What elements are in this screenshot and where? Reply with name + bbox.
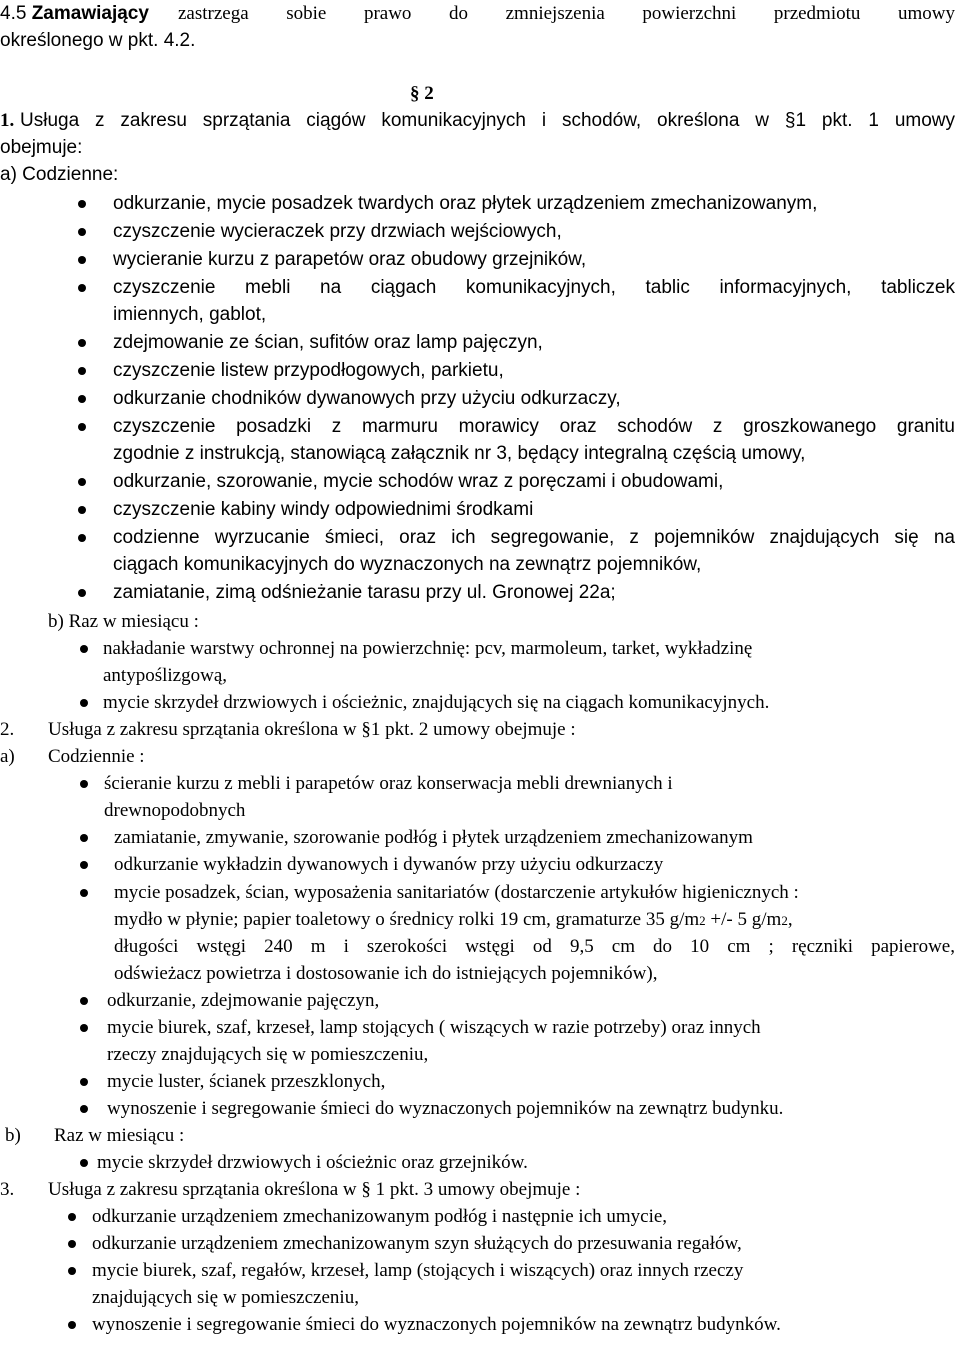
list-item: zamiatanie, zmywanie, szorowanie podłóg i płytek urządzeniem zmechanizowanym xyxy=(114,827,753,848)
section-heading: § 2 xyxy=(410,83,434,104)
list-item: zdejmowanie ze ścian, sufitów oraz lamp pajęczyn, xyxy=(113,332,543,353)
item-2-b-letter: b) xyxy=(5,1125,21,1146)
item-2-a-text: Codziennie : xyxy=(48,746,145,767)
list-item: mycie luster, ścianek przeszklonych, xyxy=(107,1071,386,1092)
list-item: mycie skrzydeł drzwiowych i ościeżnic, znajdujących się na ciągach komunikacyjnych. xyxy=(103,692,770,713)
bullet-icon xyxy=(80,861,88,869)
list-item: czyszczenie listew przypodłogowych, parkietu, xyxy=(113,360,504,381)
item-3-number: 3. xyxy=(0,1179,15,1200)
list-item: odkurzanie chodników dywanowych przy użyciu odkurzaczy, xyxy=(113,388,621,409)
clause-party: Zamawiający xyxy=(31,3,149,24)
bullet-icon xyxy=(80,645,88,653)
list-item-cont: imiennych, gablot, xyxy=(113,304,267,325)
bullet-icon xyxy=(78,534,86,542)
item-2-intro: Usługa z zakresu sprzątania określona w §1 pkt. 2 umowy obejmuje : xyxy=(48,719,576,740)
bullet-icon xyxy=(80,1159,88,1167)
bullet-icon xyxy=(78,256,86,264)
list-item-cont: drewnopodobnych xyxy=(104,800,246,821)
item-1-intro-cont: obejmuje: xyxy=(0,137,83,158)
list-item: zamiatanie, zimą odśnieżanie tarasu przy ul. Gronowej 22a; xyxy=(113,582,616,603)
list-item: wynoszenie i segregowanie śmieci do wyznaczonych pojemników na zewnątrz budynków. xyxy=(92,1314,781,1335)
bullet-icon xyxy=(78,200,86,208)
clause-4-5-text: zastrzega sobie prawo do zmniejszenia powierzchni przedmiotu umowy xyxy=(178,3,955,24)
list-item: czyszczenie wycieraczek przy drzwiach wejściowych, xyxy=(113,221,562,242)
list-item: czyszczenie mebli na ciągach komunikacyjnych, tablic informacyjnych, tabliczek xyxy=(113,277,955,298)
clause-4-5-line2: określonego w pkt. 4.2. xyxy=(0,30,196,51)
item-2-b-text: Raz w miesiącu : xyxy=(54,1125,185,1146)
bullet-icon xyxy=(80,780,88,788)
list-item: czyszczenie posadzki z marmuru morawicy oraz schodów z groszkowanego granitu xyxy=(113,416,955,437)
list-item: odkurzanie, zdejmowanie pajęczyn, xyxy=(107,990,380,1011)
list-item-cont: odświeżacz powietrza i dostosowanie ich do istniejących pojemników), xyxy=(114,963,658,984)
list-item: ścieranie kurzu z mebli i parapetów oraz konserwacja mebli drewnianych i xyxy=(104,773,673,794)
bullet-icon xyxy=(80,889,88,897)
bullet-icon xyxy=(80,699,88,707)
list-item: nakładanie warstwy ochronnej na powierzchnię: pcv, marmoleum, tarket, wykładzinę xyxy=(103,638,753,659)
bullet-icon xyxy=(68,1267,76,1275)
list-item-cont: ciągach komunikacyjnych do wyznaczonych na zewnątrz pojemników, xyxy=(113,554,702,575)
list-item: codzienne wyrzucanie śmieci, oraz ich segregowanie, z pojemników znajdujących się na xyxy=(113,527,955,548)
list-item-cont: mydło w płynie; papier toaletowy o średnicy rolki 19 cm, gramaturze 35 g/m2 +/- 5 g/m2, xyxy=(114,909,793,930)
bullet-icon xyxy=(80,1105,88,1113)
list-item-cont: rzeczy znajdujących się w pomieszczeniu, xyxy=(107,1044,429,1065)
list-item: wynoszenie i segregowanie śmieci do wyznaczonych pojemników na zewnątrz budynku. xyxy=(107,1098,784,1119)
bullet-icon xyxy=(68,1213,76,1221)
bullet-icon xyxy=(78,339,86,347)
list-item-cont: znajdujących się w pomieszczeniu, xyxy=(92,1287,359,1308)
item-1-a-label: a) Codzienne: xyxy=(0,164,119,185)
list-item: mycie biurek, szaf, regałów, krzeseł, lamp (stojących i wiszących) oraz innych rzeczy xyxy=(92,1260,744,1281)
item-1-intro: Usługa z zakresu sprzątania ciągów komunikacyjnych i schodów, określona w §1 pkt. 1 umowy xyxy=(20,110,955,131)
list-item: wycieranie kurzu z parapetów oraz obudowy grzejników, xyxy=(113,249,587,270)
clause-number: 4.5 xyxy=(0,3,27,24)
list-item: mycie biurek, szaf, krzeseł, lamp stojących ( wiszących w razie potrzeby) oraz innych xyxy=(107,1017,761,1038)
bullet-icon xyxy=(78,228,86,236)
list-item-cont: antypoślizgową, xyxy=(103,665,228,686)
bullet-icon xyxy=(80,1024,88,1032)
list-item: odkurzanie urządzeniem zmechanizowanym szyn służących do przesuwania regałów, xyxy=(92,1233,742,1254)
bullet-icon xyxy=(80,1078,88,1086)
list-item: czyszczenie kabiny windy odpowiednimi środkami xyxy=(113,499,534,520)
bullet-icon xyxy=(68,1321,76,1329)
item-2-a-letter: a) xyxy=(0,746,15,767)
bullet-icon xyxy=(78,367,86,375)
bullet-icon xyxy=(80,834,88,842)
list-item: odkurzanie, mycie posadzek twardych oraz płytek urządzeniem zmechanizowanym, xyxy=(113,193,818,214)
bullet-icon xyxy=(68,1240,76,1248)
bullet-icon xyxy=(78,395,86,403)
bullet-icon xyxy=(78,506,86,514)
list-item-cont: długości wstęgi 240 m i szerokości wstęgi od 9,5 cm do 10 cm ; ręczniki papierowe, xyxy=(114,936,955,957)
item-1-number: 1. xyxy=(0,110,15,131)
list-item: odkurzanie wykładzin dywanowych i dywanów przy użyciu odkurzaczy xyxy=(114,854,664,875)
list-item: odkurzanie urządzeniem zmechanizowanym podłóg i następnie ich umycie, xyxy=(92,1206,668,1227)
item-2-number: 2. xyxy=(0,719,15,740)
list-item-cont: zgodnie z instrukcją, stanowiącą załącznik nr 3, będący integralną częścią umowy, xyxy=(113,443,806,464)
bullet-icon xyxy=(78,478,86,486)
list-item: mycie skrzydeł drzwiowych i ościeżnic oraz grzejników. xyxy=(97,1152,528,1173)
bullet-icon xyxy=(78,589,86,597)
bullet-icon xyxy=(80,997,88,1005)
item-1-b-label: b) Raz w miesiącu : xyxy=(48,611,199,632)
list-item: odkurzanie, szorowanie, mycie schodów wraz z poręczami i obudowami, xyxy=(113,471,724,492)
bullet-icon xyxy=(78,423,86,431)
item-3-intro: Usługa z zakresu sprzątania określona w § 1 pkt. 3 umowy obejmuje : xyxy=(48,1179,581,1200)
list-item: mycie posadzek, ścian, wyposażenia sanitariatów (dostarczenie artykułów higienicznych : xyxy=(114,882,799,903)
bullet-icon xyxy=(78,284,86,292)
